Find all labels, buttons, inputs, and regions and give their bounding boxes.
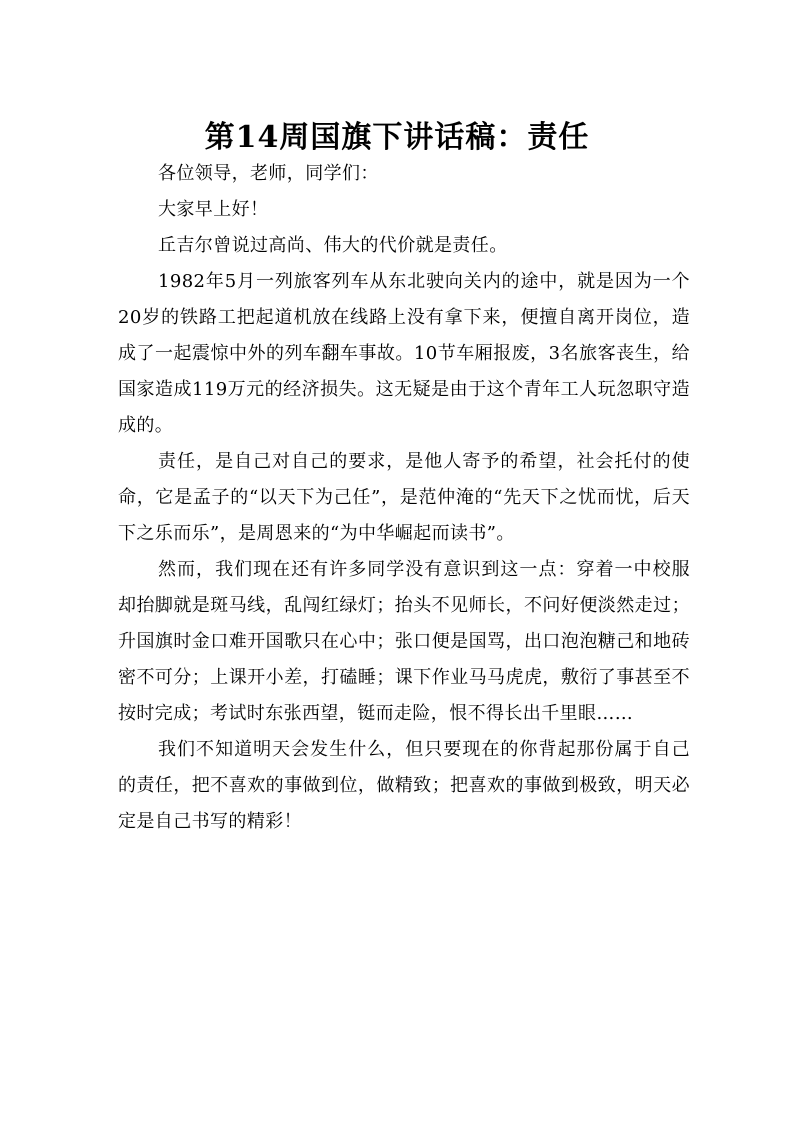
paragraph-conclusion: 我们不知道明天会发生什么，但只要现在的你背起那份属于自己的责任，把不喜欢的事做到位，做精致；把喜欢的事做到极致，明天必定是自己书写的精彩！ [118, 739, 690, 832]
paragraph-good-morning: 大家早上好！ [158, 199, 269, 220]
paragraph-train-accident: 1982年5月一列旅客列车从东北驶向关内的途中，就是因为一个20岁的铁路工把起道机放在线路上没有拿下来，便擅自离开岗位，造成了一起震惊中外的列车翻车事故。10节车厢报废，3名旅客丧生，给国家造成119万元的经济损失。这无疑是由于这个青年工人玩忽职守造成的。 [118, 271, 690, 436]
paragraph-churchill-quote: 丘吉尔曾说过高尚、伟大的代价就是责任。 [158, 235, 508, 256]
paragraph-greeting: 各位领导，老师，同学们： [158, 163, 379, 184]
document-body [118, 156, 690, 840]
paragraph-responsibility-definition: 责任，是自己对自己的要求，是他人寄予的希望，社会托付的使命，它是孟子的“以天下为己任”，是范仲淹的“先天下之忧而忧，后天下之乐而乐”，是周恩来的“为中华崛起而读书”。 [118, 451, 690, 544]
document-title: 第14周国旗下讲话稿：责任 [204, 120, 590, 156]
paragraph-student-behaviors: 然而，我们现在还有许多同学没有意识到这一点：穿着一中校服却抬脚就是斑马线，乱闯红绿灯；抬头不见师长，不问好便淡然走过；升国旗时金口难开国歌只在心中；张口便是国骂，出口泡泡糖己和地砖密不可分；上课开小差，打磕睡；课下作业马马虎虎，敷衍了事甚至不按时完成；考试时东张西望，铤而走险，恨不得长出千里眼…… [118, 559, 690, 724]
